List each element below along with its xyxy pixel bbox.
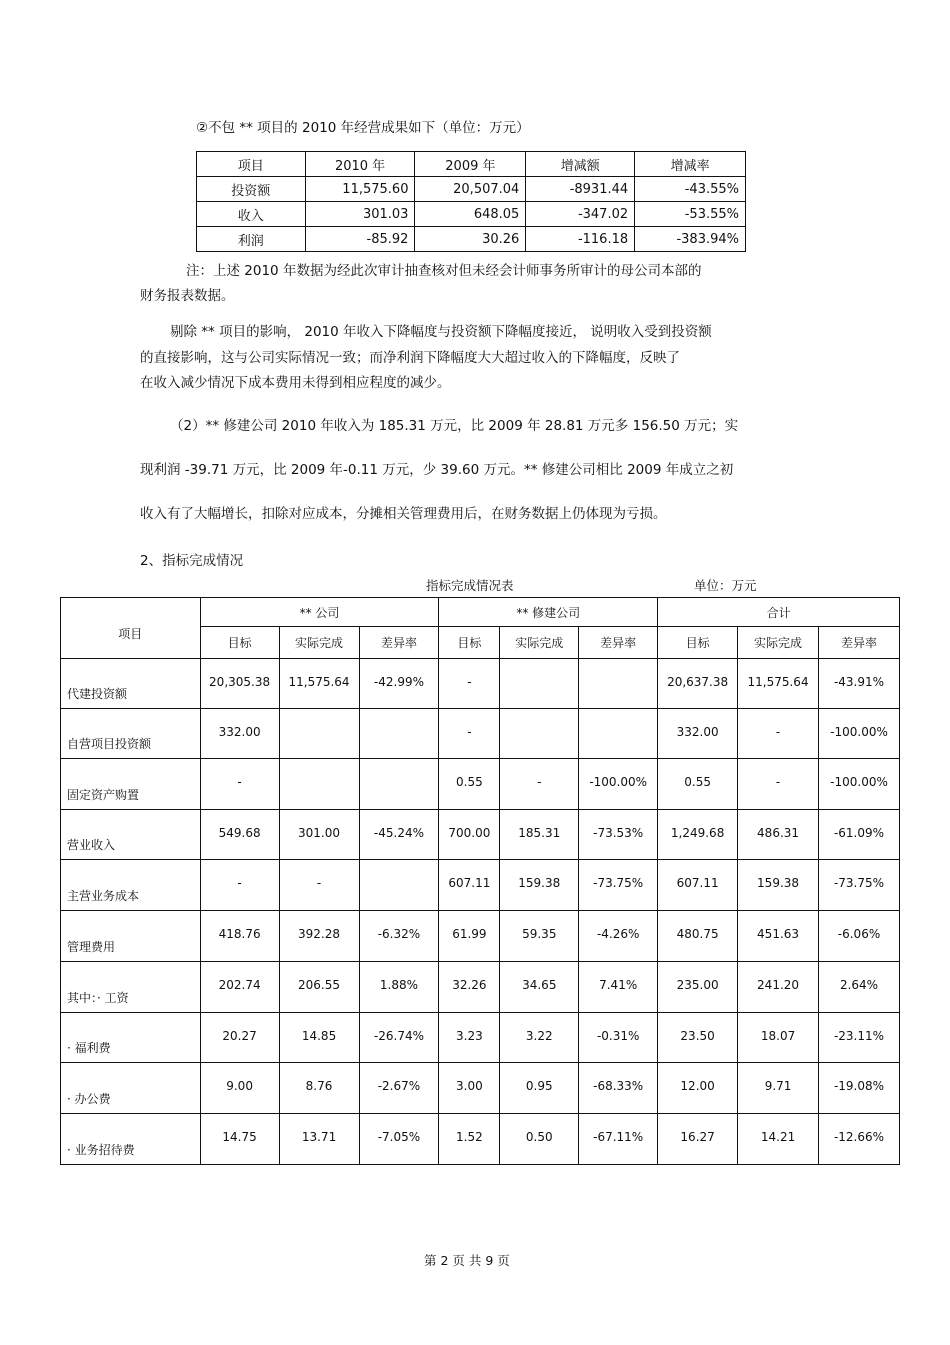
sub-header: 差异率 [579, 627, 658, 659]
table-cell: 20,637.38 [658, 659, 738, 709]
note-line-2: 财务报表数据。 [140, 288, 235, 304]
table-cell: 14.21 [738, 1114, 819, 1165]
row-label: 主营业务成本 [61, 860, 201, 911]
table-cell: 20,507.04 [415, 177, 526, 202]
section-heading: 2、指标完成情况 [140, 553, 244, 569]
table-cell [359, 759, 439, 810]
table-cell [500, 659, 579, 709]
sub-header: 目标 [200, 627, 279, 659]
table-cell: 0.55 [658, 759, 738, 810]
table-cell: 0.95 [500, 1063, 579, 1114]
table-cell [359, 709, 439, 759]
table-cell: 202.74 [200, 962, 279, 1013]
table-cell: - [738, 759, 819, 810]
table-cell: 11,575.60 [305, 177, 415, 202]
table-row [61, 810, 900, 860]
table-cell: -61.09% [819, 810, 900, 860]
row-label: · 业务招待费 [61, 1114, 201, 1165]
table-cell: - [200, 860, 279, 911]
table-cell: 159.38 [500, 860, 579, 911]
table-cell: 32.26 [439, 962, 500, 1013]
table-cell: 16.27 [658, 1114, 738, 1165]
table-cell: -100.00% [579, 759, 658, 810]
table-cell: -8931.44 [526, 177, 635, 202]
table-cell: 23.50 [658, 1013, 738, 1063]
table-cell: -6.32% [359, 911, 439, 962]
table-cell: -67.11% [579, 1114, 658, 1165]
table-cell: 648.05 [415, 202, 526, 227]
table-cell: -7.05% [359, 1114, 439, 1165]
paragraph-1-line-1: 剔除 ** 项目的影响， 2010 年收入下降幅度与投资额下降幅度接近， 说明收入受到投资额 [170, 324, 712, 340]
table-row [61, 860, 900, 911]
table-cell: - [279, 860, 359, 911]
sub-header: 差异率 [819, 627, 900, 659]
row-label: · 办公费 [61, 1063, 201, 1114]
table-cell: 1,249.68 [658, 810, 738, 860]
table-cell: 13.71 [279, 1114, 359, 1165]
table-cell: - [439, 709, 500, 759]
table-cell [359, 860, 439, 911]
table-cell: 14.85 [279, 1013, 359, 1063]
table-cell [279, 759, 359, 810]
table-cell: -100.00% [819, 759, 900, 810]
table-cell: -4.26% [579, 911, 658, 962]
table-cell: 30.26 [415, 227, 526, 252]
table-row [61, 1114, 900, 1165]
intro-text: ②不包 ** 项目的 2010 年经营成果如下（单位：万元） [196, 120, 530, 136]
table-cell: 241.20 [738, 962, 819, 1013]
table-cell: 185.31 [500, 810, 579, 860]
table-row [61, 1063, 900, 1114]
table-cell: 159.38 [738, 860, 819, 911]
results-table [196, 151, 746, 252]
results-table-header [197, 152, 746, 177]
table-cell: 8.76 [279, 1063, 359, 1114]
table-cell: 34.65 [500, 962, 579, 1013]
table-cell: 486.31 [738, 810, 819, 860]
table-cell: 549.68 [200, 810, 279, 860]
table-cell: -43.55% [635, 177, 746, 202]
table-cell: 9.71 [738, 1063, 819, 1114]
table-cell: -116.18 [526, 227, 635, 252]
table-cell: - [738, 709, 819, 759]
table-cell: -68.33% [579, 1063, 658, 1114]
table-cell: 0.55 [439, 759, 500, 810]
table-cell: 20.27 [200, 1013, 279, 1063]
table-cell: -43.91% [819, 659, 900, 709]
header-cell: 项目 [197, 152, 306, 177]
sub-header: 实际完成 [500, 627, 579, 659]
row-label: 其中：· 工资 [61, 962, 201, 1013]
table-cell: 20,305.38 [200, 659, 279, 709]
row-label: 利润 [197, 227, 306, 252]
table-cell: -100.00% [819, 709, 900, 759]
row-label: 固定资产购置 [61, 759, 201, 810]
table-cell: 11,575.64 [738, 659, 819, 709]
table-row [61, 1013, 900, 1063]
sub-header: 目标 [658, 627, 738, 659]
table-cell: 607.11 [439, 860, 500, 911]
table-cell: 18.07 [738, 1013, 819, 1063]
table-row [197, 202, 746, 227]
row-label: 投资额 [197, 177, 306, 202]
table-cell: 301.00 [279, 810, 359, 860]
table-cell: 235.00 [658, 962, 738, 1013]
table-cell: 1.88% [359, 962, 439, 1013]
table-unit: 单位：万元 [694, 578, 757, 593]
table-row [61, 962, 900, 1013]
header-cell: 增减率 [635, 152, 746, 177]
row-label: 自营项目投资额 [61, 709, 201, 759]
table-cell: 9.00 [200, 1063, 279, 1114]
table-cell: -383.94% [635, 227, 746, 252]
table-cell: 7.41% [579, 962, 658, 1013]
paragraph-2-line-3: 收入有了大幅增长，扣除对应成本，分摊相关管理费用后，在财务数据上仍体现为亏损。 [140, 506, 667, 522]
table-cell: 206.55 [279, 962, 359, 1013]
sub-header: 实际完成 [279, 627, 359, 659]
table-cell: 332.00 [658, 709, 738, 759]
group-header-row [61, 598, 900, 627]
table-cell: 61.99 [439, 911, 500, 962]
table-row [61, 911, 900, 962]
table-cell [500, 709, 579, 759]
table-cell: -19.08% [819, 1063, 900, 1114]
item-header: 项目 [61, 598, 201, 659]
table-row [61, 659, 900, 709]
table-cell: - [200, 759, 279, 810]
table-cell: -73.75% [579, 860, 658, 911]
table-row [61, 759, 900, 810]
table-cell: -26.74% [359, 1013, 439, 1063]
table-cell: 332.00 [200, 709, 279, 759]
table-row [197, 177, 746, 202]
table-cell: 2.64% [819, 962, 900, 1013]
table-cell [279, 709, 359, 759]
table-cell: -12.66% [819, 1114, 900, 1165]
paragraph-2-line-2: 现利润 -39.71 万元，比 2009 年-0.11 万元，少 39.60 万元。** 修建公司相比 2009 年成立之初 [140, 462, 734, 478]
sub-header: 目标 [439, 627, 500, 659]
table-cell: -53.55% [635, 202, 746, 227]
sub-header: 差异率 [359, 627, 439, 659]
row-label: 收入 [197, 202, 306, 227]
table-cell: - [500, 759, 579, 810]
table-cell [579, 709, 658, 759]
table-cell: 700.00 [439, 810, 500, 860]
table-cell: -45.24% [359, 810, 439, 860]
table-cell: 607.11 [658, 860, 738, 911]
table-cell: 59.35 [500, 911, 579, 962]
table-cell: -0.31% [579, 1013, 658, 1063]
table-cell: -23.11% [819, 1013, 900, 1063]
table-row [61, 709, 900, 759]
table-cell: 0.50 [500, 1114, 579, 1165]
table-cell: -347.02 [526, 202, 635, 227]
group-header: ** 修建公司 [439, 598, 658, 627]
note-line-1: 注：上述 2010 年数据为经此次审计抽查核对但未经会计师事务所审计的母公司本部的 [186, 263, 702, 279]
table-cell: -73.53% [579, 810, 658, 860]
paragraph-1-line-2: 的直接影响，这与公司实际情况一致；而净利润下降幅度大大超过收入的下降幅度，反映了 [140, 350, 680, 366]
table-cell: 11,575.64 [279, 659, 359, 709]
table-cell: -42.99% [359, 659, 439, 709]
table-cell: -2.67% [359, 1063, 439, 1114]
table-cell [579, 659, 658, 709]
table-cell: 3.23 [439, 1013, 500, 1063]
table-cell: 3.22 [500, 1013, 579, 1063]
header-cell: 2010 年 [305, 152, 415, 177]
page-footer: 第 2 页 共 9 页 [424, 1253, 510, 1268]
header-cell: 2009 年 [415, 152, 526, 177]
table-row [197, 227, 746, 252]
table-cell: -73.75% [819, 860, 900, 911]
sub-header: 实际完成 [738, 627, 819, 659]
table-caption: 指标完成情况表 [426, 578, 514, 593]
group-header: 合计 [658, 598, 900, 627]
row-label: 管理费用 [61, 911, 201, 962]
table-cell: 392.28 [279, 911, 359, 962]
paragraph-2-line-1: （2）** 修建公司 2010 年收入为 185.31 万元，比 2009 年 28.81 万元多 156.50 万元；实 [170, 418, 739, 434]
table-cell: -6.06% [819, 911, 900, 962]
table-cell: -85.92 [305, 227, 415, 252]
table-cell: 3.00 [439, 1063, 500, 1114]
group-header: ** 公司 [200, 598, 439, 627]
indicator-table [60, 597, 900, 1165]
paragraph-1-line-3: 在收入减少情况下成本费用未得到相应程度的减少。 [140, 375, 451, 391]
header-cell: 增减额 [526, 152, 635, 177]
table-cell: 480.75 [658, 911, 738, 962]
table-cell: - [439, 659, 500, 709]
table-cell: 418.76 [200, 911, 279, 962]
table-cell: 451.63 [738, 911, 819, 962]
indicator-table-body [61, 659, 900, 1165]
table-cell: 301.03 [305, 202, 415, 227]
table-cell: 1.52 [439, 1114, 500, 1165]
row-label: 营业收入 [61, 810, 201, 860]
table-cell: 14.75 [200, 1114, 279, 1165]
table-cell: 12.00 [658, 1063, 738, 1114]
row-label: 代建投资额 [61, 659, 201, 709]
row-label: · 福利费 [61, 1013, 201, 1063]
